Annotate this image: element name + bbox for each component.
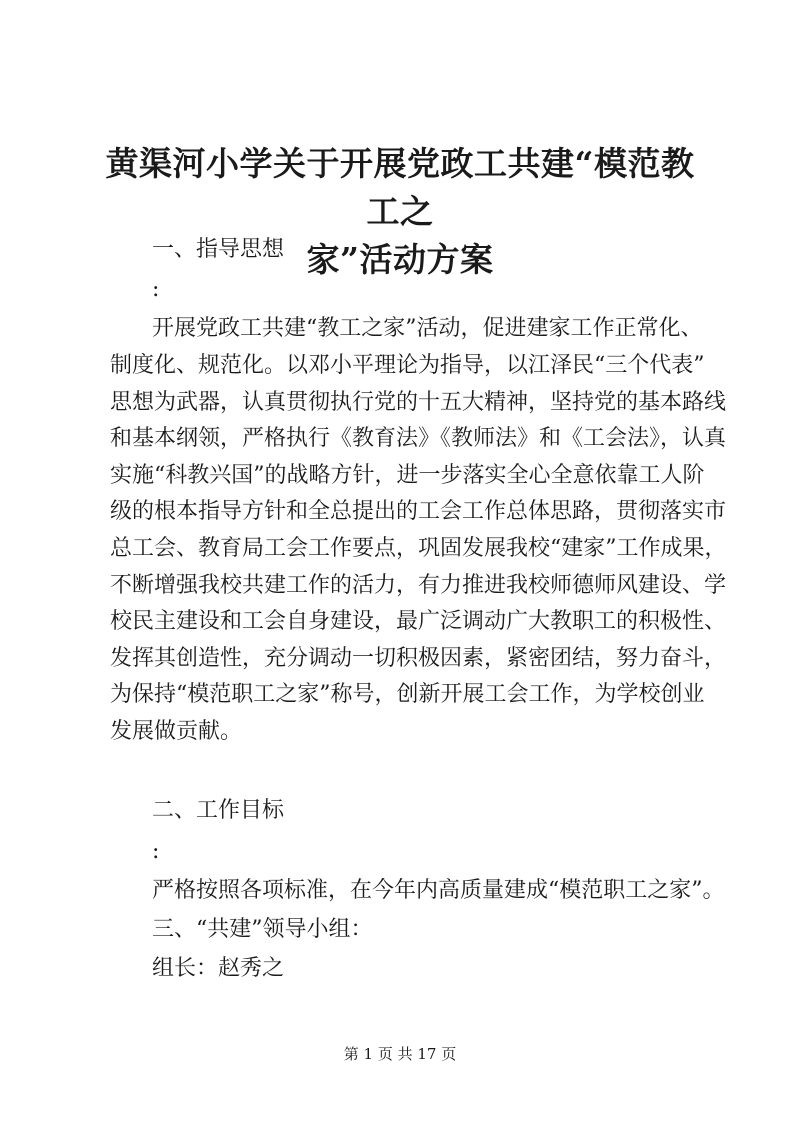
leader-line: 组长：赵秀之 bbox=[152, 956, 285, 981]
paragraph-1-line-10: 发挥其创造性，充分调动一切积极因素，紧密团结，努力奋斗， bbox=[110, 646, 727, 671]
paragraph-1-line-4: 和基本纲领，严格执行《教育法》《教师法》和《工会法》，认真 bbox=[110, 426, 727, 451]
paragraph-1-line-5: 实施“科教兴国”的战略方针，进一步落实全心全意依靠工人阶 bbox=[110, 463, 705, 488]
title-line-1: 黄渠河小学关于开展党政工共建“模范教工之 bbox=[105, 144, 695, 231]
section-2-colon: : bbox=[152, 839, 160, 864]
title-line-2: 家”活动方案 bbox=[306, 240, 494, 279]
paragraph-1-line-3: 思想为武器，认真贯彻执行党的十五大精神，坚持党的基本路线 bbox=[110, 390, 727, 415]
section-2-text: 严格按照各项标准，在今年内高质量建成“模范职工之家”。 bbox=[152, 878, 725, 903]
section-3-heading: 三、“共建”领导小组： bbox=[152, 917, 373, 942]
paragraph-1-line-2: 制度化、规范化。以邓小平理论为指导，以江泽民“三个代表” bbox=[110, 353, 705, 378]
section-1-heading: 一、指导思想 bbox=[152, 237, 285, 262]
paragraph-1-line-8: 不断增强我校共建工作的活力，有力推进我校师德师风建设、学 bbox=[110, 573, 727, 598]
page-footer: 第 1 页 共 17 页 bbox=[343, 1045, 457, 1063]
paragraph-1-line-7: 总工会、教育局工会工作要点，巩固发展我校“建家”工作成果， bbox=[110, 536, 727, 561]
section-2-heading: 二、工作目标 bbox=[152, 798, 285, 823]
paragraph-1-line-1: 开展党政工共建“教工之家”活动，促进建家工作正常化、 bbox=[152, 316, 703, 341]
paragraph-1-line-12: 发展做贡献。 bbox=[110, 719, 243, 744]
paragraph-1-line-11: 为保持“模范职工之家”称号，创新开展工会工作，为学校创业 bbox=[110, 682, 705, 707]
paragraph-1-line-6: 级的根本指导方针和全总提出的工会工作总体思路，贯彻落实市 bbox=[110, 499, 727, 524]
paragraph-1-line-9: 校民主建设和工会自身建设，最广泛调动广大教职工的积极性、 bbox=[110, 609, 727, 634]
section-1-colon: : bbox=[152, 277, 160, 302]
